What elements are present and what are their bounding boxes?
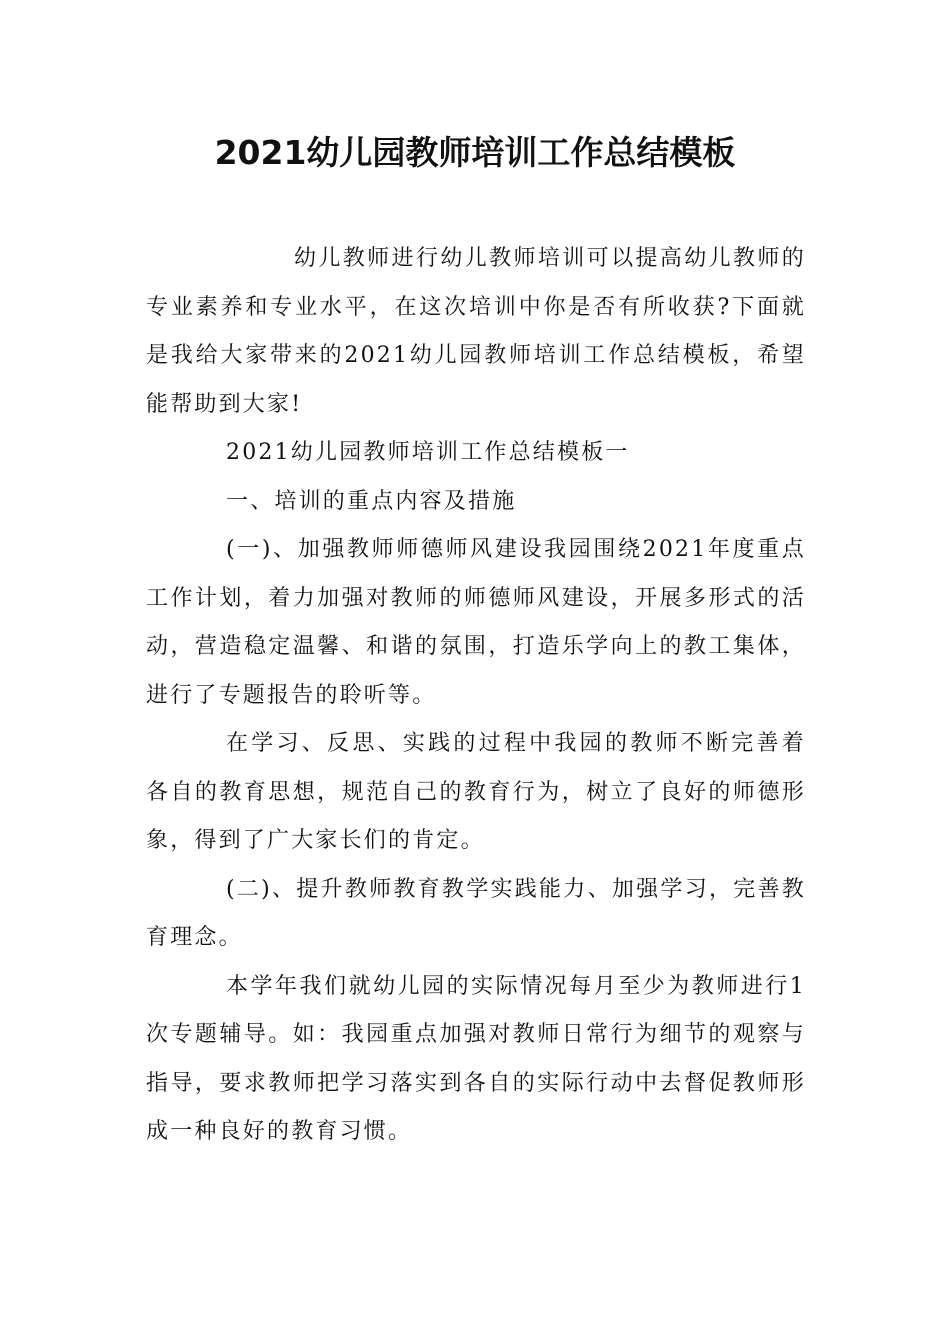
document-body [146, 235, 806, 1157]
body-paragraph: 在学习、反思、实践的过程中我园的教师不断完善着各自的教育思想，规范自己的教育行为，树立了良好的师德形象，得到了广大家长们的肯定。 [146, 731, 806, 853]
section-heading: 2021幼儿园教师培训工作总结模板一 [226, 440, 630, 465]
intro-paragraph: 幼儿教师进行幼儿教师培训可以提高幼儿教师的专业素养和专业水平，在这次培训中你是否有所收获?下面就是我给大家带来的2021幼儿园教师培训工作总结模板，希望能帮助到大家! [146, 246, 806, 417]
body-paragraph: (二)、提升教师教育教学实践能力、加强学习，完善教育理念。 [146, 876, 806, 950]
body-paragraph: 本学年我们就幼儿园的实际情况每月至少为教师进行1次专题辅导。如：我园重点加强对教师日常行为细节的观察与指导，要求教师把学习落实到各自的实际行动中去督促教师形成一种良好的教育习惯。 [146, 973, 806, 1144]
body-paragraph: (一)、加强教师师德师风建设我园围绕2021年度重点工作计划，着力加强对教师的师德师风建设，开展多形式的活动，营造稳定温馨、和谐的氛围，打造乐学向上的教工集体，进行了专题报告的聆听等。 [146, 537, 806, 708]
document-title: 2021幼儿园教师培训工作总结模板 [214, 133, 736, 172]
subsection-heading: 一、培训的重点内容及措施 [226, 488, 517, 514]
